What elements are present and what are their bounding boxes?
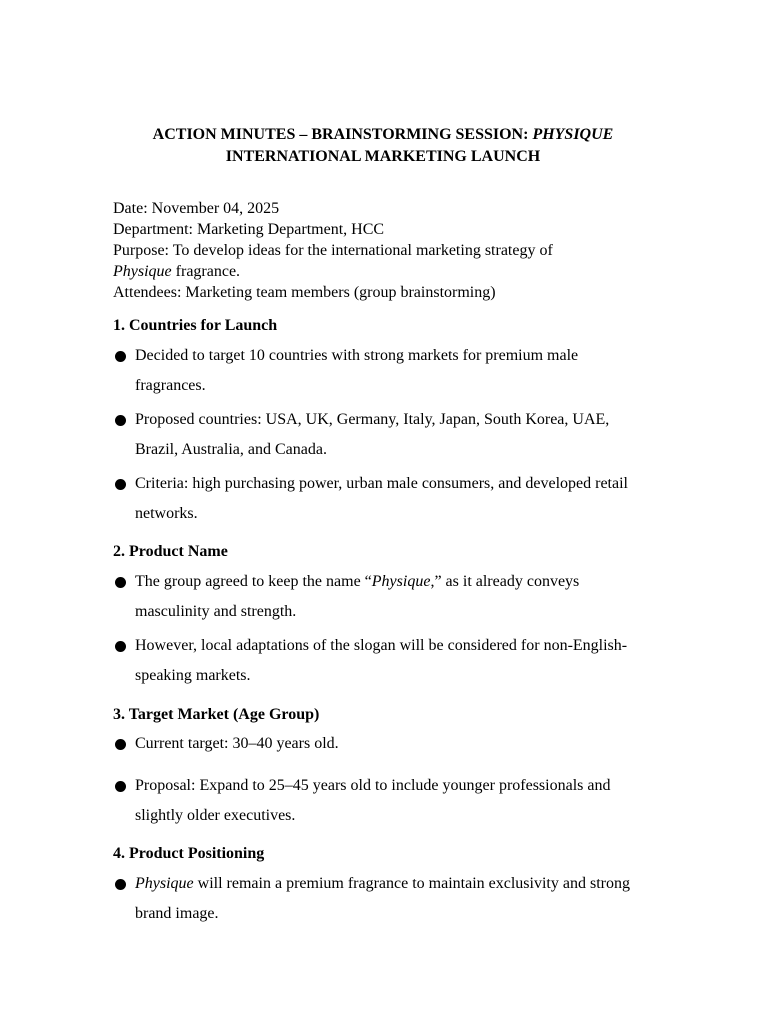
list-item-text: Proposal: Expand to 25–45 years old to include younger professionals and slightly older executives. — [135, 777, 611, 824]
meeting-department: Department: Marketing Department, HCC — [113, 221, 385, 238]
list-item — [113, 405, 643, 465]
section-heading-target-market: 3. Target Market (Age Group) — [113, 706, 320, 723]
bullet-icon — [115, 641, 126, 652]
bullet-icon — [115, 479, 126, 490]
meeting-date: Date: November 04, 2025 — [113, 200, 280, 217]
purpose-suffix: fragrance. — [171, 263, 241, 280]
list-item-product-name: Physique — [371, 573, 431, 590]
list-item-text: However, local adaptations of the slogan will be considered for non-English-speaking markets. — [135, 637, 628, 684]
section-heading-product-name: 2. Product Name — [113, 543, 228, 560]
bullet-icon — [115, 415, 126, 426]
list-item — [113, 631, 643, 691]
section-heading-positioning: 4. Product Positioning — [113, 845, 265, 862]
list-item — [113, 729, 643, 759]
list-item-text — [135, 869, 643, 929]
list-item-text: Proposed countries: USA, UK, Germany, Italy, Japan, South Korea, UAE, Brazil, Australia, and Canada. — [135, 411, 610, 458]
list-item-text: Criteria: high purchasing power, urban male consumers, and developed retail networks. — [135, 475, 628, 522]
meeting-purpose — [113, 240, 643, 282]
list-item-text — [135, 567, 643, 627]
list-item-product-name: Physique — [135, 875, 194, 892]
bullet-icon — [115, 781, 126, 792]
list-item-text-suffix: ,” as it already conveys masculinity and strength. — [135, 573, 580, 620]
list-item — [113, 567, 643, 627]
bullet-icon — [115, 739, 126, 750]
bullet-icon — [115, 351, 126, 362]
list-item — [113, 869, 643, 929]
document-title — [113, 124, 653, 168]
bullet-icon — [115, 879, 126, 890]
purpose-text: Purpose: To develop ideas for the international marketing strategy of — [113, 242, 553, 259]
list-item-text-suffix: will remain a premium fragrance to maintain exclusivity and strong brand image. — [135, 875, 630, 922]
title-product-name: PHYSIQUE — [532, 126, 614, 143]
list-item — [113, 469, 643, 529]
list-item — [113, 341, 643, 401]
meeting-details — [113, 198, 643, 303]
list-item — [113, 771, 643, 831]
list-item-text: Current target: 30–40 years old. — [135, 735, 339, 752]
purpose-product-name: Physique — [113, 263, 172, 280]
bullet-icon — [115, 577, 126, 588]
meeting-attendees: Attendees: Marketing team members (group brainstorming) — [113, 284, 496, 301]
section-heading-countries: 1. Countries for Launch — [113, 317, 278, 334]
title-text-part1: ACTION MINUTES – BRAINSTORMING SESSION: — [152, 126, 533, 143]
title-text-part2: INTERNATIONAL MARKETING LAUNCH — [225, 148, 541, 165]
list-item-text-prefix: The group agreed to keep the name “ — [135, 573, 372, 590]
list-item-text: Decided to target 10 countries with strong markets for premium male fragrances. — [135, 347, 579, 394]
